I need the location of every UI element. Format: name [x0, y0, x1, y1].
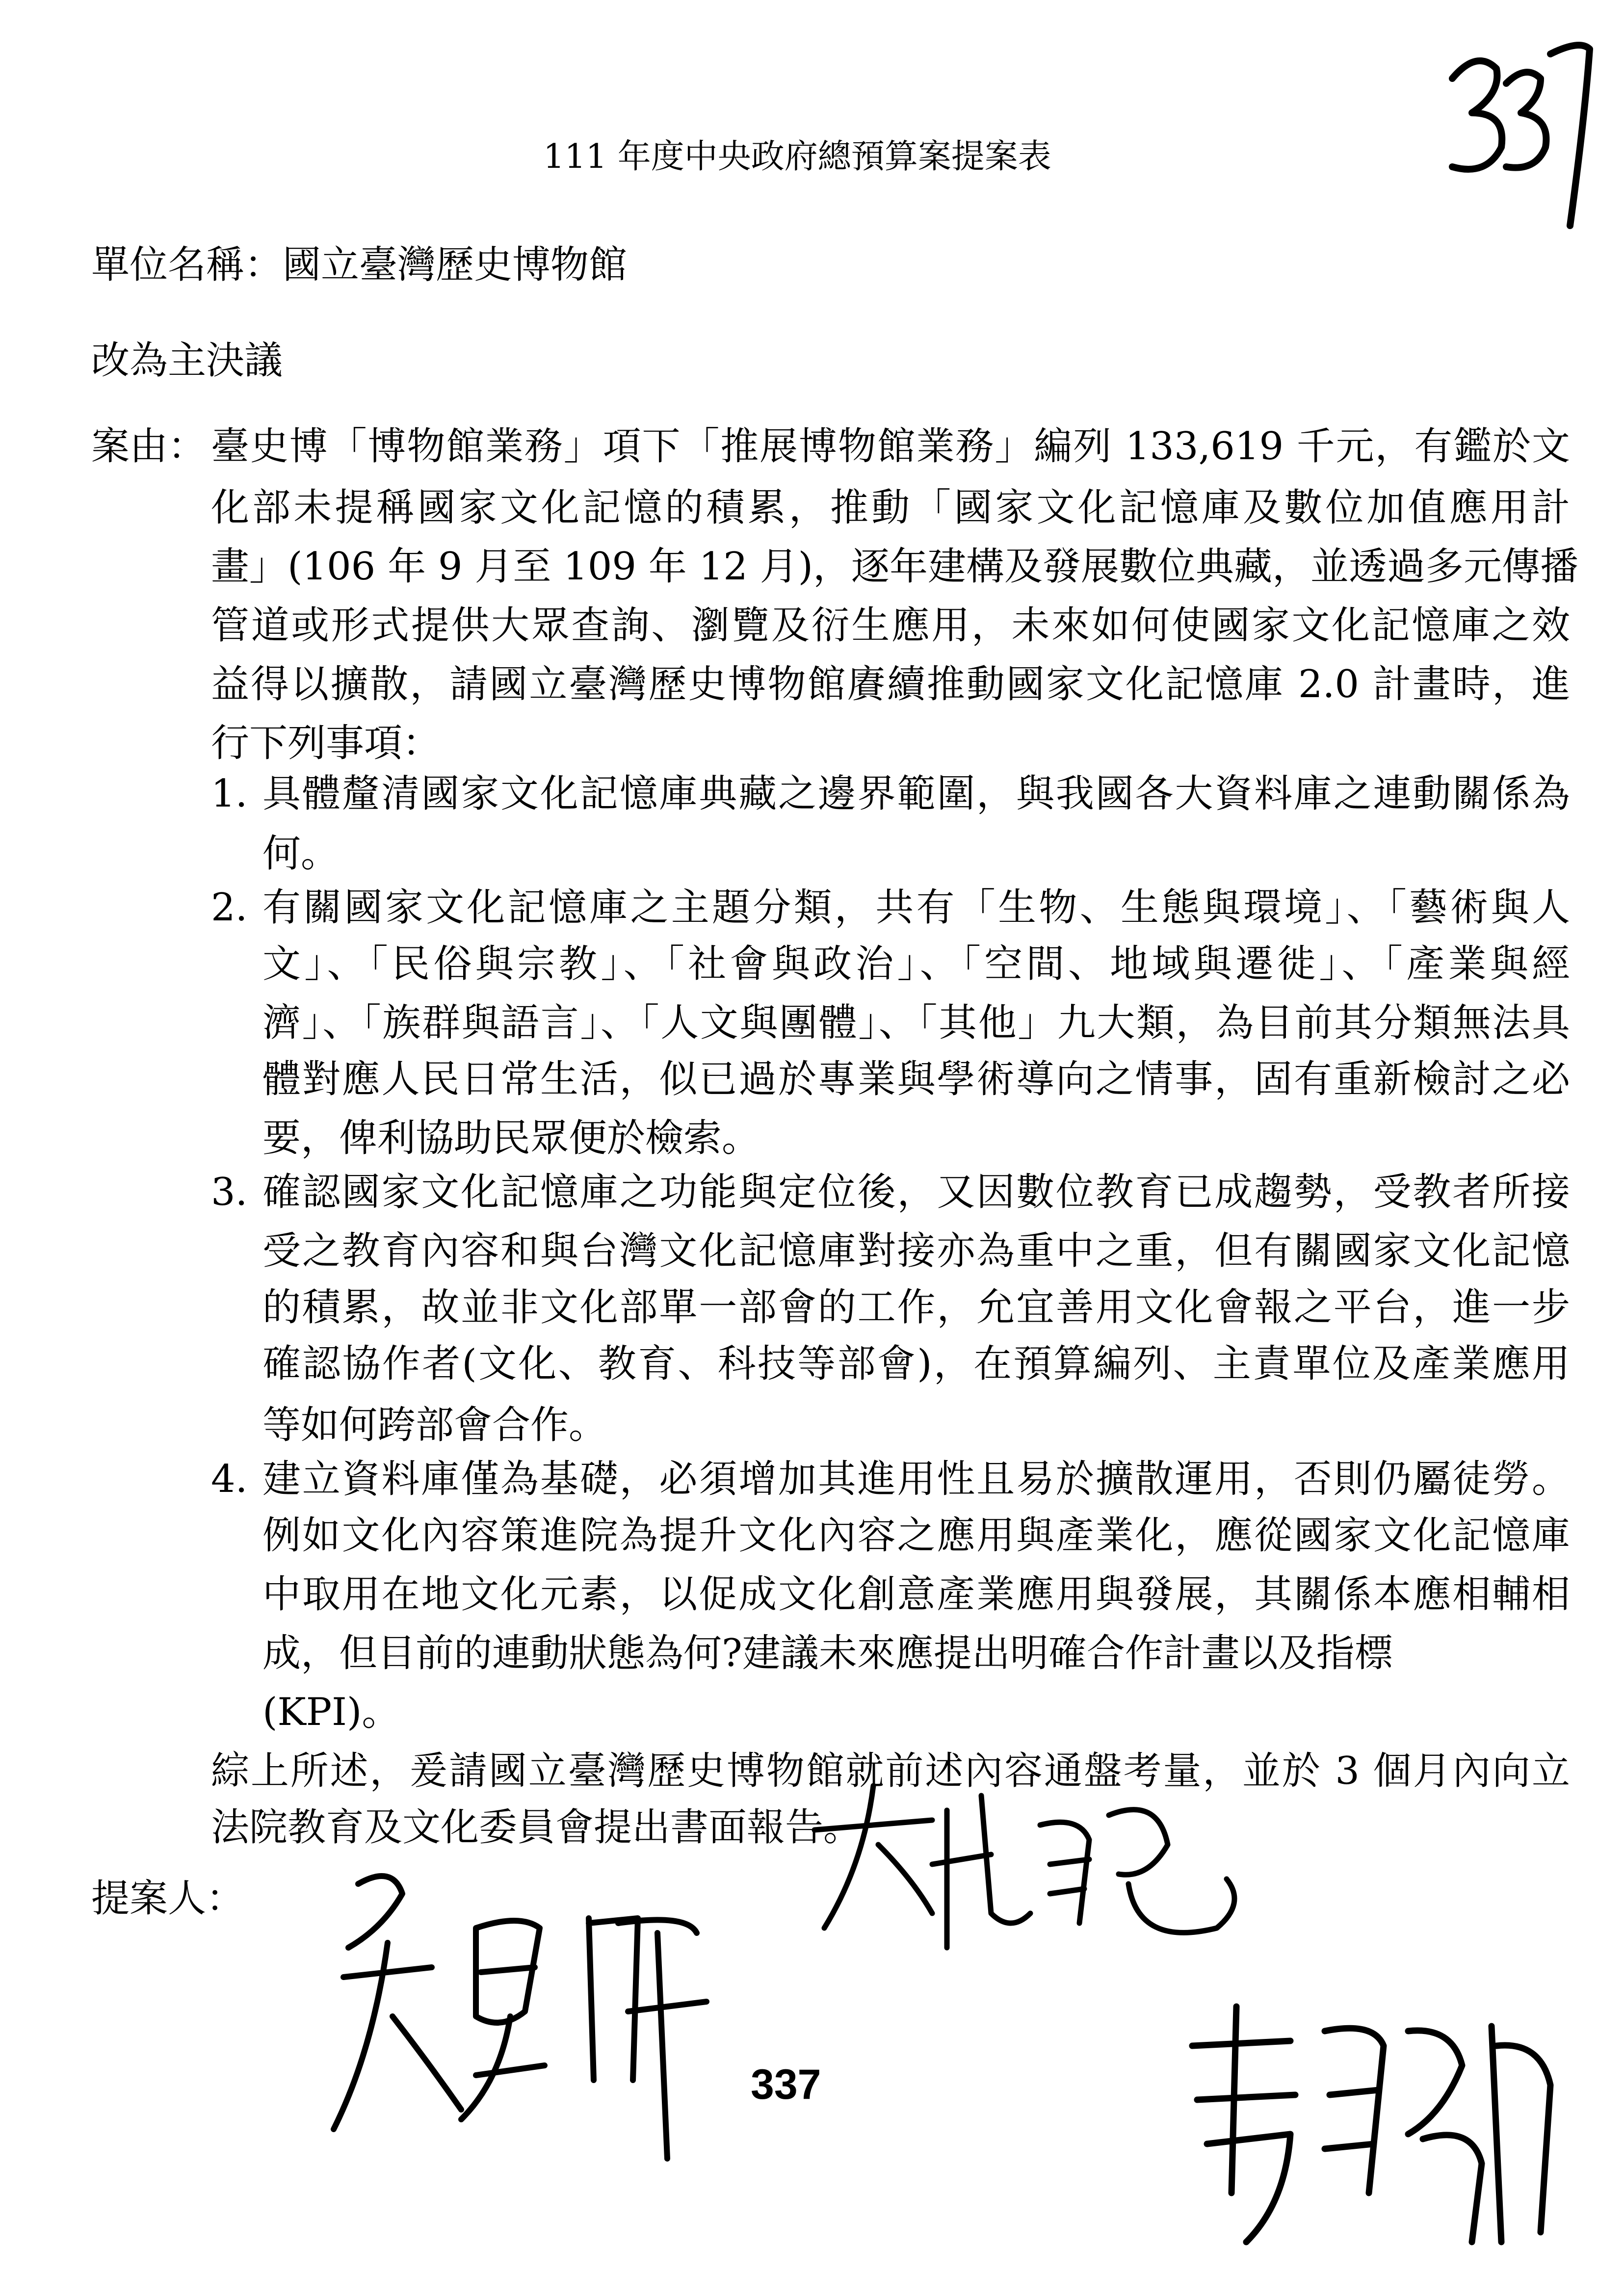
item-line: (KPI)。 [262, 1690, 400, 1734]
reason-line: 行下列事項： [211, 721, 441, 765]
reason-line: 畫」(106 年 9 月至 109 年 12 月)，逐年建構及發展數位典藏，並透過多元傳播 [211, 545, 1579, 589]
item-line: 濟」、「族群與語言」、「人文與團體」、「其他」九大類，為目前其分類無法具 [262, 1001, 1570, 1045]
reason-line: 臺史博「博物館業務」項下「推展博物館業務」編列 133,619 千元，有鑑於文 [211, 424, 1570, 469]
item-number: 2. [211, 886, 248, 930]
item-line: 成，但目前的連動狀態為何?建議未來應提出明確合作計畫以及指標 [262, 1631, 1393, 1675]
item-line: 確認協作者(文化、教育、科技等部會)，在預算編列、主責單位及產業應用 [262, 1342, 1570, 1386]
item-line: 例如文化內容策進院為提升文化內容之應用與產業化，應從國家文化記憶庫 [262, 1513, 1570, 1558]
conclusion-line: 法院教育及文化委員會提出書面報告。 [211, 1805, 862, 1850]
item-line: 中取用在地文化元素，以促成文化創意產業應用與發展，其關係本應相輔相 [262, 1572, 1570, 1617]
item-line: 文」、「民俗與宗教」、「社會與政治」、「空間、地域與遷徙」、「產業與經 [262, 942, 1570, 986]
unit-name: 單位名稱：國立臺灣歷史博物館 [91, 243, 628, 287]
conclusion-line: 綜上所述，爰請國立臺灣歷史博物館就前述內容通盤考量，並於 3 個月內向立 [211, 1749, 1570, 1793]
decision-type: 改為主決議 [91, 339, 283, 383]
handwritten-page-number [1423, 20, 1609, 235]
reason-line: 管道或形式提供大眾查詢、瀏覽及衍生應用，未來如何使國家文化記憶庫之效 [211, 603, 1570, 648]
signature-3 [1178, 1987, 1560, 2262]
signature-1 [314, 1854, 716, 2198]
reason-line: 化部未提稱國家文化記憶的積累，推動「國家文化記憶庫及數位加值應用計 [211, 486, 1570, 530]
signature-2 [785, 1766, 1266, 1972]
reason-line: 益得以擴散，請國立臺灣歷史博物館賡續推動國家文化記憶庫 2.0 計畫時，進 [211, 662, 1570, 706]
item-line: 具體釐清國家文化記憶庫典藏之邊界範圍，與我國各大資料庫之連動關係為 [262, 772, 1570, 816]
item-line: 體對應人民日常生活，似已過於專業與學術導向之情事，固有重新檢討之必 [262, 1057, 1570, 1101]
item-line: 等如何跨部會合作。 [262, 1403, 607, 1447]
item-line: 受之教育內容和與台灣文化記憶庫對接亦為重中之重，但有關國家文化記憶 [262, 1229, 1570, 1273]
item-number: 3. [211, 1170, 248, 1214]
item-line: 確認國家文化記憶庫之功能與定位後，又因數位教育已成趨勢，受教者所接 [262, 1170, 1570, 1214]
item-line: 有關國家文化記憶庫之主題分類，共有「生物、生態與環境」、「藝術與人 [262, 886, 1570, 930]
item-number: 4. [211, 1457, 248, 1501]
proposer-label: 提案人： [91, 1877, 245, 1921]
item-line: 要，俾利協助民眾便於檢索。 [262, 1116, 760, 1160]
document-title: 111 年度中央政府總預算案提案表 [543, 137, 1051, 176]
page-number: 337 [751, 2061, 821, 2108]
reason-label: 案由： [91, 424, 207, 469]
item-number: 1. [211, 772, 248, 816]
item-line: 的積累，故並非文化部單一部會的工作，允宜善用文化會報之平台，進一步 [262, 1285, 1570, 1330]
item-line: 建立資料庫僅為基礎，必須增加其進用性且易於擴散運用，否則仍屬徒勞。 [262, 1457, 1570, 1501]
item-line: 何。 [262, 832, 340, 876]
